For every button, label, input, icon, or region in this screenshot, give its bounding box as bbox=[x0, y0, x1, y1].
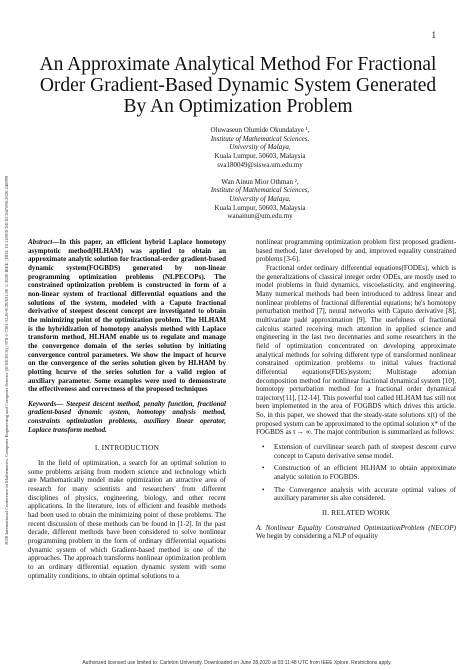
right-column bbox=[256, 238, 456, 541]
abstract-text: —In this paper, an efficient hybrid Laplace homotopy asymptotic method(HLHAM) was applied to obtain an approximate analytic solution for fractional-order gradient-based dynamic system(FOGBDS) generated by non-linear programming optimization problems (NLPECOPs). The constrained optimization problem is constructed in form of a non-linear system of fractional differential equations and the solutions of the system, modeled with a Caputo fractional derivative of steepest descent concept are investigated to obtain the minimizing point of the optimization problem. The HLHAM is the hybridization of homotopy analysis method with Laplace transform method, HLHAM enable us to regulate and manage the convergence domain of the series solution by initiating convergence control parameters. We show the impact of hcurve on the convergence of the series solution given by HLHAM by plotting hcurve of the series solution for a valid region of auxiliary parameter. Some examples were used to demonstrate the effectiveness and correctness of the proposed techniques bbox=[28, 238, 226, 394]
author-affiliation: Institute of Mathematical Sciences, bbox=[210, 186, 310, 195]
author-city: Kuala Lumpur, 50603, Malaysia bbox=[214, 203, 306, 212]
author-email[interactable]: sva180049@siswa.um.edu.my bbox=[217, 160, 303, 169]
author-city: Kuala Lumpur, 50603, Malaysia bbox=[214, 152, 306, 161]
author-list bbox=[160, 126, 360, 229]
author-2 bbox=[160, 178, 360, 222]
keywords-text: Steepest descent method, penalty function, fractional gradient-based dynamic system, homotopy analysis method, constraints optimization problems, auxiliary linear operator, Laplace transform method. bbox=[28, 399, 226, 434]
author-name: Oluwaseun Olumide Okundalaye ¹, bbox=[210, 126, 310, 134]
subsection-heading: A. Nonlinear Equality Constrained OptimizationProblem (NECOP) bbox=[256, 523, 456, 532]
body-paragraph-fodes: Fractional order ordinary differential equations(FODEs), which is the generalizations of classical integer order ODEs, are mostly used to model problems in fluid dynamics, viscoelasticity, and engineering. Many numerical methods had been introduced to address linear and nonlinear problems of fractional differential equations; he's homotopy perturbation method [7], neural networks with Caputo derivative [8], multivariate padé approximation [9]. The usefulness of fractional calculus started receiving much attention in applied science and engineering in the last two decennaries and some researchers in the field of optimization concentrated on developing approximate analytical methods for solving different type of transformed nonlinear constrained optimization problems to initial values fractional differential equations(FDEs)system; Multistage adomian decomposition method for nonlinear fractional dynamical system [10], homotopy perturbation method for a fractional order dynamical trajectory[11], [12-14]. This powerful tool called HLHAM has still not been implemented in the area of FOGBDS which drives this article. So, in this paper, we showed that the steady-state solutions x(t) of the proposed system can be approximated to the optimal solution x* of the FOGBDS as t → ∞. The major contribution is summarized as follows: bbox=[256, 263, 456, 437]
body-paragraph-continued: nonlinear programming optimization problem first proposed gradient-based method, later developed by and, improved equality constrained problems [3-6]. bbox=[256, 238, 456, 264]
section-heading-related-work: II. RELATED WORK bbox=[321, 508, 391, 518]
abstract bbox=[28, 238, 226, 394]
page-number: 1 bbox=[431, 30, 436, 40]
list-item: • Construction of an efficient HLHAM to obtain approximate analytic solution to FOGBDS. bbox=[256, 464, 456, 481]
list-item: • Extension of curvilinear search path of steepest descent curve concept to Caputo derivative sense model. bbox=[256, 443, 456, 460]
author-email[interactable]: wanainun@um.edu.my bbox=[227, 212, 293, 221]
keywords-lead: Keywords— bbox=[28, 399, 64, 408]
conference-doi-sidebar: 2020 International Conference in Mathematics, Computer Engineering and Computer Science (ICMCECS) | 978-1-7281-3126-9/20/$31.00 ©2020 IEEE | DOI: 10.1109/ICMCECS47690.2020.246999 bbox=[4, 175, 9, 545]
related-work-text: We begin by considering a NLP of equality bbox=[256, 532, 378, 541]
abstract-lead: Abstract bbox=[28, 238, 53, 246]
license-footer: Authorized licensed use limited to: Carleton University. Downloaded on June 28,2020 at 03:11:48 UTC from IEEE Xplore. Restrictions apply. bbox=[82, 660, 392, 666]
left-column bbox=[28, 238, 226, 580]
related-work-paragraph bbox=[256, 524, 456, 541]
contribution-list bbox=[256, 443, 456, 503]
introduction-paragraph: In the field of optimization, a search for an optimal solution to some problems arising from modern science and technology which are Mathematically model make optimization an attractive area of research for many scientists and researchers' from different disciplines of physics, engineering, biology, and other recent applications. In the literature, lots of efficient and feasible methods had been used to obtain the minimizing point of these problems. The recent discussion of these methods can be found in [1-2]. In the past decade, different methods have been considered to solve nonlinear programming problem in the form of ordinary differential equations dynamic system of which Gradient-based method is one of the approaches. The approach transforms nonlinear optimization problem to an ordinary differential equation dynamic system with some optimality conditions, to obtain optimal solutions to a bbox=[28, 459, 226, 580]
keywords bbox=[28, 400, 226, 435]
author-name: Wan Ainun Mior Othman ², bbox=[221, 177, 299, 186]
author-university: University of Malaya, bbox=[229, 143, 291, 152]
author-affiliation: Institute of Mathematical Sciences, bbox=[210, 134, 310, 143]
paper-title: An Approximate Analytical Method For Fractional Order Gradient-Based Dynamic System Generated By An Optimization Problem bbox=[39, 54, 437, 117]
author-1 bbox=[160, 126, 360, 170]
list-item: • The Convergence analysis with accurate optimal values of auxiliary parameter sis also considered. bbox=[256, 486, 456, 503]
author-university: University of Malaya, bbox=[229, 194, 291, 203]
section-heading-introduction: I. INTRODUCTION bbox=[94, 443, 160, 453]
